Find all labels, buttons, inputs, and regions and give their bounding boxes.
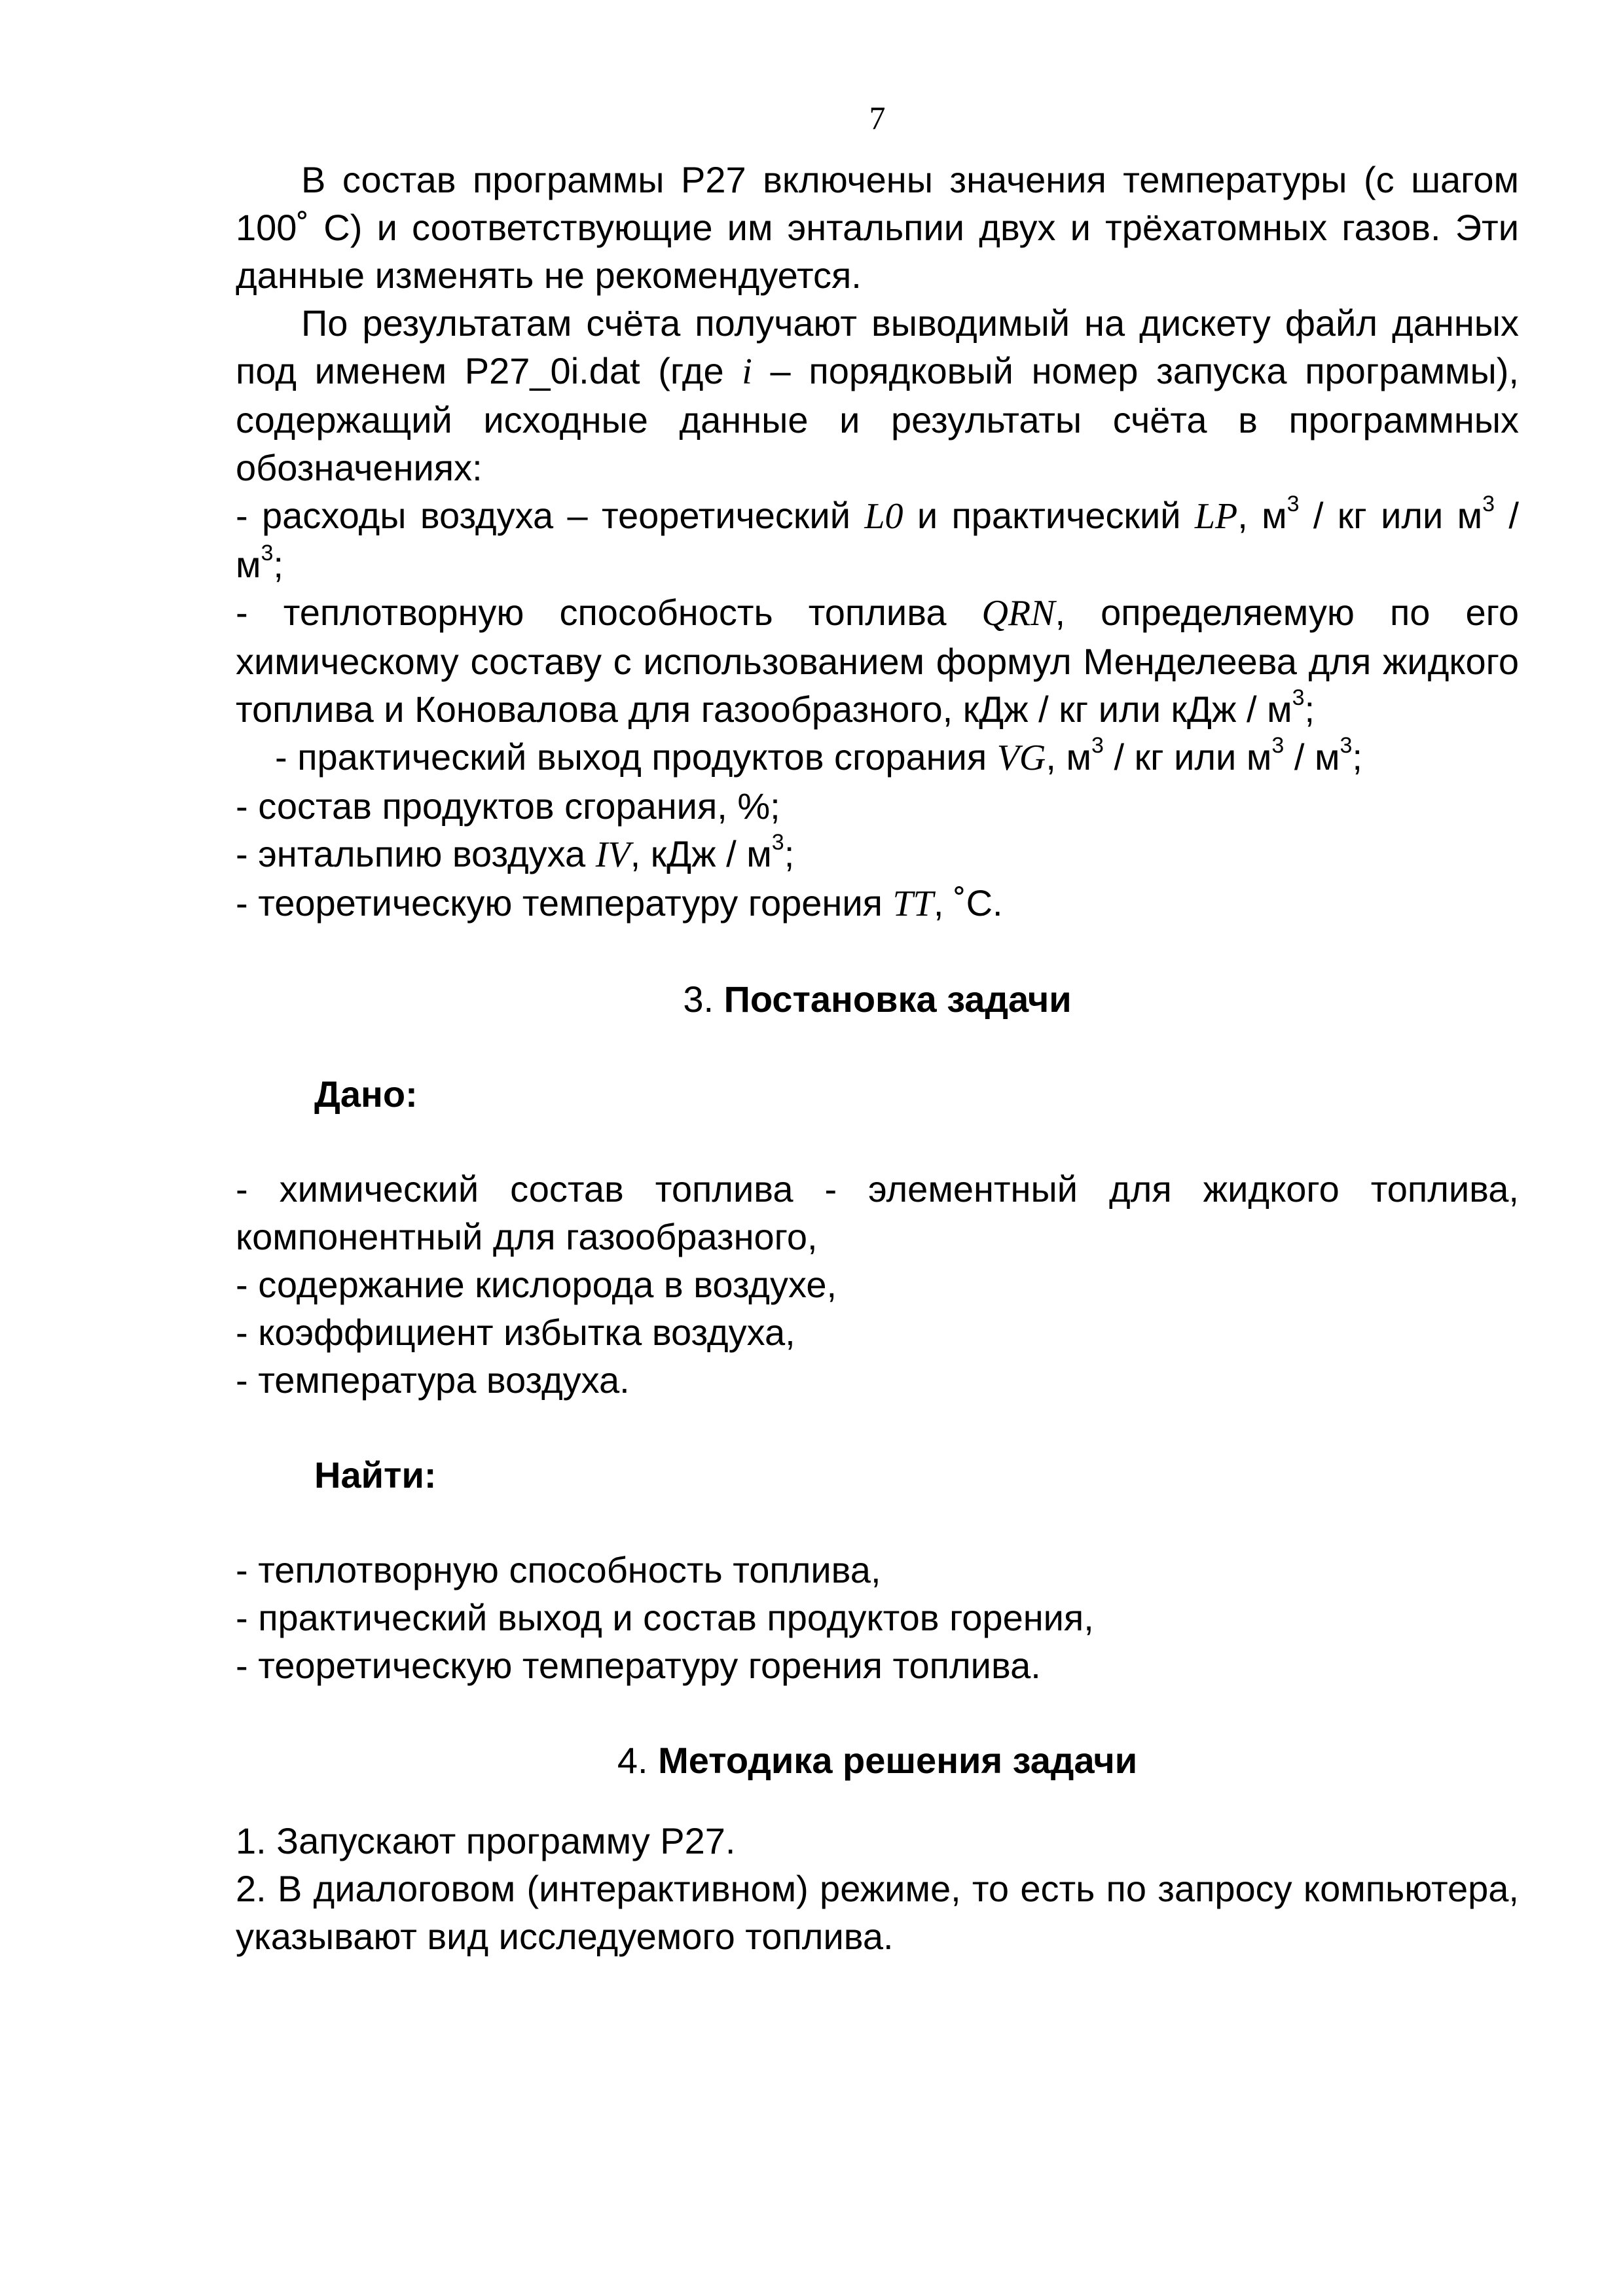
item-text: / м xyxy=(1284,736,1340,778)
given-item: - химический состав топлива - элементный для жидкого топлива, компонентный для газообразного, xyxy=(236,1168,1519,1257)
item-text: ; xyxy=(1352,736,1362,778)
item-text: / кг или м xyxy=(1103,736,1272,778)
find-label: Найти: xyxy=(314,1454,437,1496)
item-text: , определяемую по его химическому составу с использованием формул Менделеева для жидкого топлива и Коновалова для газообразного, кДж / кг или кДж / м xyxy=(236,592,1520,730)
given-item: - коэффициент избытка воздуха, xyxy=(236,1312,795,1353)
item-text: ; xyxy=(1304,689,1315,730)
variable-i: i xyxy=(742,351,752,392)
superscript: 3 xyxy=(261,541,274,565)
item-text: , кДж / м xyxy=(630,833,772,874)
output-item-temperature xyxy=(236,879,1519,928)
item-text: , м xyxy=(1237,495,1287,536)
section-3-heading xyxy=(236,975,1519,1023)
variable-l0: L0 xyxy=(864,496,903,537)
section-3-number: 3. xyxy=(683,978,724,1020)
intro-paragraph-1: В состав программы P27 включены значения температуры (с шагом 100˚ С) и соответствующие им энтальпии двух и трёхатомных газов. Эти данные изменять не рекомендуется. xyxy=(236,159,1519,296)
find-item: - практический выход и состав продуктов горения, xyxy=(236,1597,1094,1638)
given-label: Дано: xyxy=(314,1073,418,1115)
item-text: - практический выход продуктов сгорания xyxy=(275,736,997,778)
output-item-heat-value xyxy=(236,588,1519,733)
superscript: 3 xyxy=(1340,733,1353,758)
section-4-heading xyxy=(236,1736,1519,1784)
section-3-title: Постановка задачи xyxy=(723,978,1072,1020)
variable-tt: TT xyxy=(892,884,934,924)
item-text: и практический xyxy=(903,495,1195,536)
page-body xyxy=(236,156,1519,1960)
intro-paragraph-2 xyxy=(236,299,1519,492)
item-text: - теплотворную способность топлива xyxy=(236,592,982,633)
item-text: ; xyxy=(784,833,795,874)
item-text: - теоретическую температуру горения xyxy=(236,882,893,924)
item-text: , м xyxy=(1046,736,1091,778)
method-step: 1. Запускают программу P27. xyxy=(236,1820,736,1861)
intro-paragraph-2-rest: – порядковый номер запуска программы), содержащий исходные данные и результаты счёта в программных обозначениях: xyxy=(236,350,1519,488)
spacer xyxy=(236,1784,1519,1817)
item-text: / кг или м xyxy=(1299,495,1483,536)
item-text: / м xyxy=(236,495,1519,585)
output-item-composition: - состав продуктов сгорания, %; xyxy=(236,785,780,827)
superscript: 3 xyxy=(1091,733,1104,758)
section-4-title: Методика решения задачи xyxy=(658,1740,1138,1781)
variable-qrn: QRN xyxy=(981,593,1055,634)
item-text: ; xyxy=(273,544,283,585)
superscript: 3 xyxy=(1271,733,1285,758)
section-4-number: 4. xyxy=(617,1740,659,1781)
output-item-air-flow xyxy=(236,492,1519,588)
superscript: 3 xyxy=(1286,492,1300,516)
variable-lp: LP xyxy=(1194,496,1238,537)
item-text: - расходы воздуха – теоретический xyxy=(236,495,865,536)
item-text: , ˚C. xyxy=(933,882,1003,924)
page-number: 7 xyxy=(869,99,886,136)
variable-vg: VG xyxy=(996,738,1046,778)
superscript: 3 xyxy=(1482,492,1495,516)
item-text: - энтальпию воздуха xyxy=(236,833,596,874)
find-item: - теплотворную способность топлива, xyxy=(236,1549,881,1590)
method-step: 2. В диалоговом (интерактивном) режиме, то есть по запросу компьютера, указывают вид исследуемого топлива. xyxy=(236,1868,1519,1957)
superscript: 3 xyxy=(1292,685,1305,710)
output-item-air-enthalpy xyxy=(236,830,1519,879)
given-item: - содержание кислорода в воздухе, xyxy=(236,1264,837,1305)
output-item-combustion-yield xyxy=(236,733,1519,782)
given-item: - температура воздуха. xyxy=(236,1359,630,1401)
variable-iv: IV xyxy=(595,834,630,875)
intro-paragraph-2-text: По результатам счёта получают выводимый на дискету файл данных под именем P27_0i.dat (где xyxy=(236,302,1519,391)
superscript: 3 xyxy=(771,830,784,855)
find-item: - теоретическую температуру горения топлива. xyxy=(236,1645,1041,1686)
